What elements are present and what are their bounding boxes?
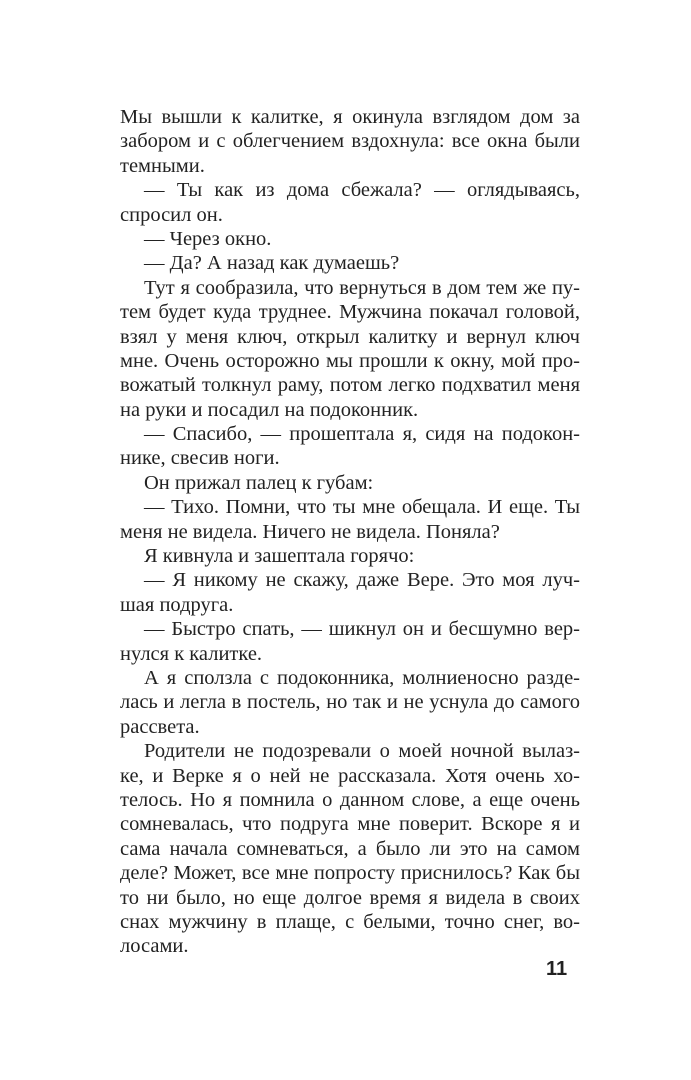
- text-line: — Я никому не скажу, даже Вере. Это моя луч-: [144, 569, 580, 592]
- text-line: рассвета.: [120, 715, 200, 738]
- text-line: темными.: [120, 154, 205, 177]
- text-line: меня не видела. Ничего не видела. Поняла?: [120, 520, 500, 543]
- text-line: спросил он.: [120, 203, 223, 226]
- text-line: лосами.: [120, 935, 189, 958]
- text-line: снах мужчину в плаще, с белыми, точно снег, во-: [120, 910, 580, 933]
- text-line: — Да? А назад как думаешь?: [144, 252, 400, 275]
- text-line: тем будет куда труднее. Мужчина покачал головой,: [120, 301, 580, 324]
- text-line: шая подруга.: [120, 593, 234, 616]
- text-line: на руки и посадил на подоконник.: [120, 398, 419, 421]
- text-line: взял у меня ключ, открыл калитку и вернул ключ: [120, 325, 580, 348]
- text-line: Я кивнула и зашептала горячо:: [144, 545, 415, 568]
- text-line: Тут я сообразила, что вернуться в дом тем же пу-: [144, 276, 580, 299]
- text-line: — Тихо. Помни, что ты мне обещала. И еще. Ты: [144, 496, 580, 519]
- page-number: 11: [546, 958, 568, 980]
- text-line: то ни было, но еще долгое время я видела в своих: [120, 886, 580, 909]
- text-line: телось. Но я помнила о данном слове, а еще очень: [120, 788, 580, 811]
- text-line: мне. Очень осторожно мы прошли к окну, мой про-: [120, 349, 580, 372]
- body-text: [120, 105, 580, 959]
- text-line: Родители не подозревали о моей ночной вылаз-: [144, 740, 580, 763]
- text-line: нике, свесив ноги.: [120, 447, 280, 470]
- text-line: сомневалась, что подруга мне поверит. Вскоре я и: [120, 813, 580, 836]
- text-line: — Быстро спать, — шикнул он и бесшумно вер-: [144, 618, 580, 641]
- text-line: А я сползла с подоконника, молниеносно разде-: [144, 666, 580, 689]
- text-line: нулся к калитке.: [120, 642, 263, 665]
- text-line: Мы вышли к калитке, я окинула взглядом дом за: [120, 106, 580, 128]
- text-line: — Спасибо, — прошептала я, сидя на подокон-: [144, 423, 580, 446]
- text-line: деле? Может, все мне попросту приснилось? Как бы: [120, 862, 580, 885]
- text-line: лась и легла в постель, но так и не уснула до самого: [120, 691, 580, 714]
- text-line: — Через окно.: [144, 227, 272, 250]
- text-line: вожатый толкнул раму, потом легко подхватил меня: [120, 374, 580, 397]
- text-line: ке, и Верке я о ней не рассказала. Хотя очень хо-: [120, 764, 580, 787]
- text-line: — Ты как из дома сбежала? — оглядываясь,: [144, 179, 580, 202]
- text-line: Он прижал палец к губам:: [144, 471, 374, 494]
- text-line: забором и с облегчением вздохнула: все окна были: [120, 130, 580, 153]
- text-line: сама начала сомневаться, а было ли это на самом: [120, 837, 580, 860]
